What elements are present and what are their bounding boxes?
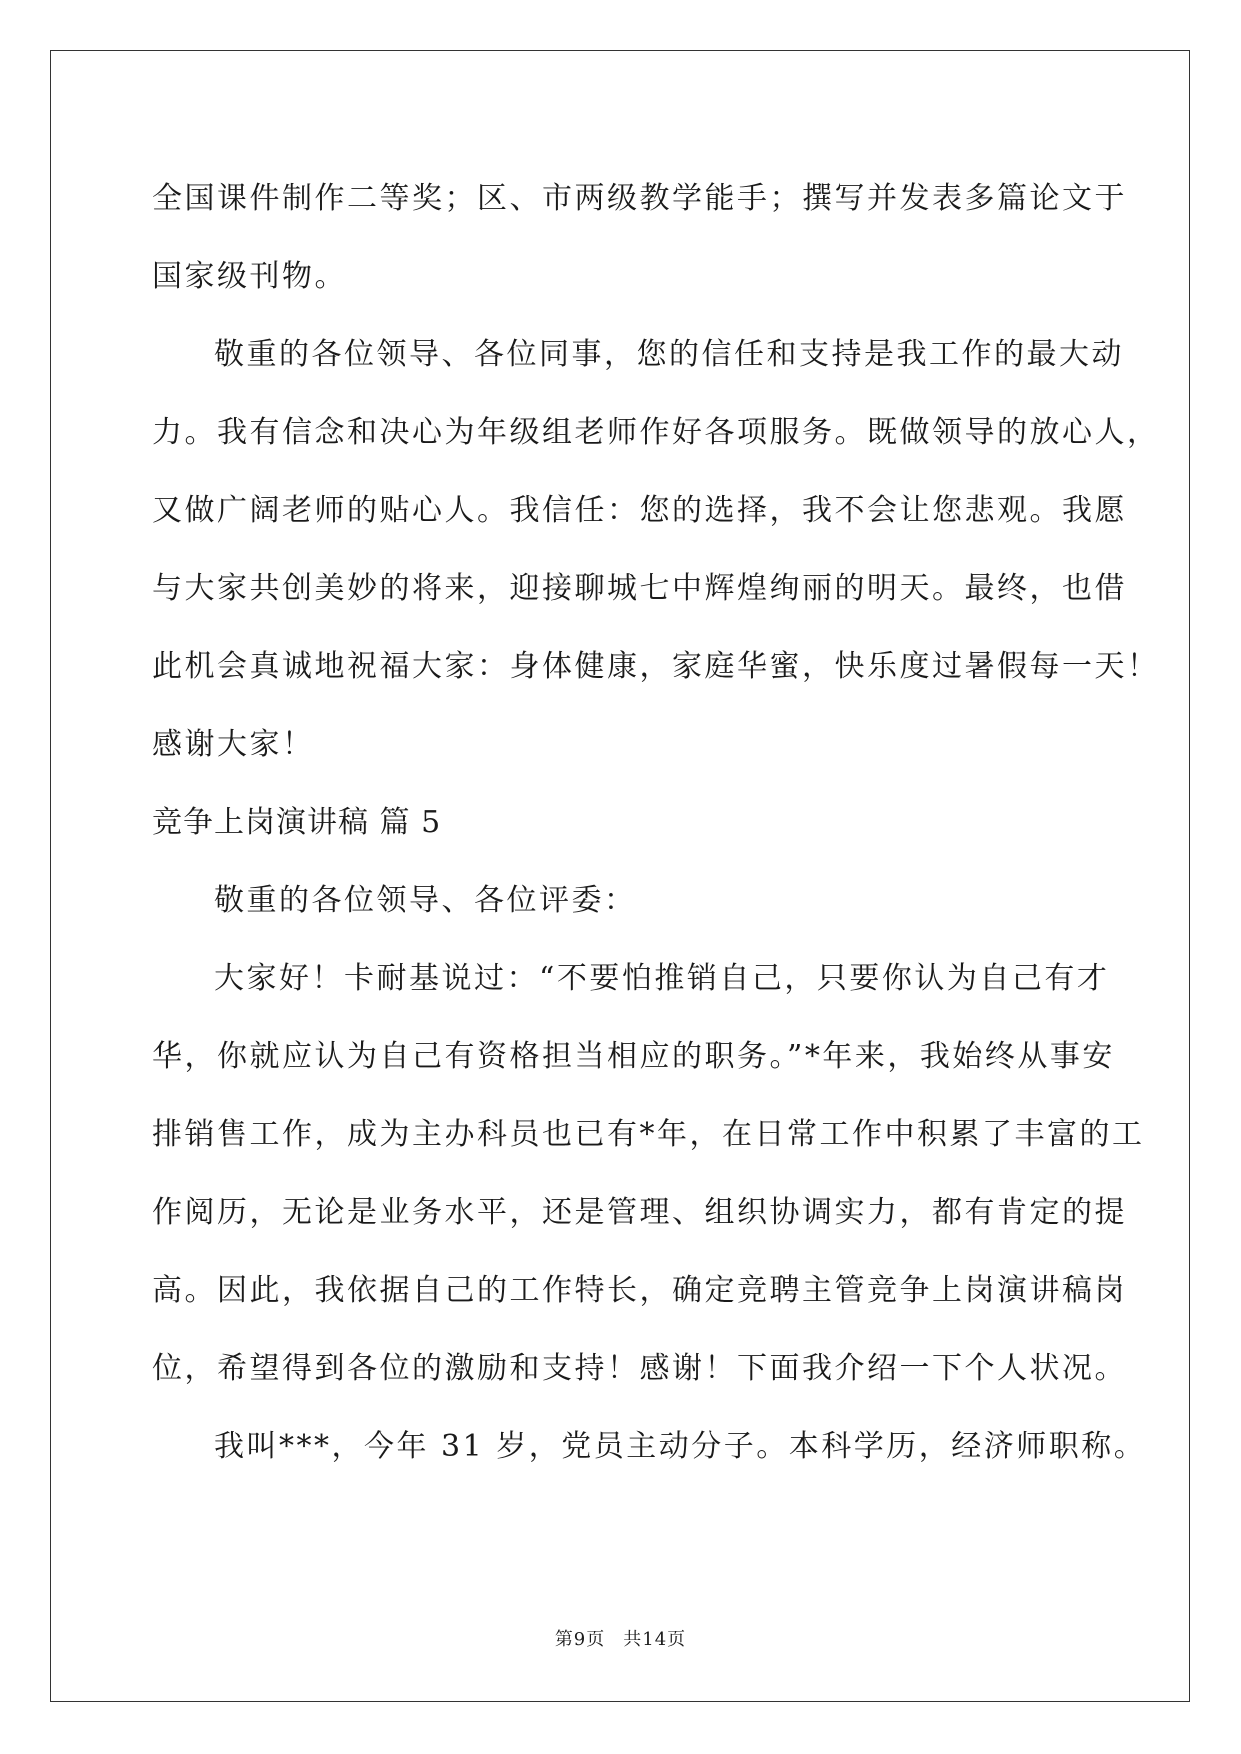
text-line: 作阅历，无论是业务水平，还是管理、组织协调实力，都有肯定的提 [152, 1195, 1127, 1230]
text-line: 位，希望得到各位的激励和支持！感谢！下面我介绍一下个人状况。 [152, 1351, 1127, 1386]
page-number-current: 第9页 [554, 1629, 606, 1650]
text-line: 全国课件制作二等奖；区、市两级教学能手；撰写并发表多篇论文于 [152, 181, 1127, 216]
text-line: 力。我有信念和决心为年级组老师作好各项服务。既做领导的放心人， [152, 415, 1160, 450]
text-line: 华，你就应认为自己有资格担当相应的职务。”*年来，我始终从事安 [152, 1039, 1115, 1074]
page-footer [0, 1625, 1241, 1651]
text-line: 与大家共创美妙的将来，迎接聊城七中辉煌绚丽的明天。最终，也借 [152, 571, 1127, 606]
text-line: 排销售工作，成为主办科员也已有*年，在日常工作中积累了丰富的工 [152, 1117, 1145, 1152]
text-line: 敬重的各位领导、各位同事，您的信任和支持是我工作的最大动 [214, 337, 1124, 372]
text-line: 大家好！卡耐基说过：“不要怕推销自己，只要你认为自己有才 [214, 961, 1110, 996]
document-body [152, 160, 1160, 1486]
text-line: 感谢大家！ [152, 727, 315, 762]
text-line: 高。因此，我依据自己的工作特长，确定竞聘主管竞争上岗演讲稿岗 [152, 1273, 1127, 1308]
page-number-total: 共14页 [623, 1629, 687, 1650]
text-line: 国家级刊物。 [152, 259, 347, 294]
text-line: 敬重的各位领导、各位评委： [214, 883, 637, 918]
text-line: 又做广阔老师的贴心人。我信任：您的选择，我不会让您悲观。我愿 [152, 493, 1127, 528]
text-line: 我叫***，今年 31 岁，党员主动分子。本科学历，经济师职称。 [214, 1429, 1147, 1464]
text-line: 此机会真诚地祝福大家：身体健康，家庭华蜜，快乐度过暑假每一天！ [152, 649, 1160, 684]
section-heading: 竞争上岗演讲稿 篇 5 [152, 805, 442, 840]
